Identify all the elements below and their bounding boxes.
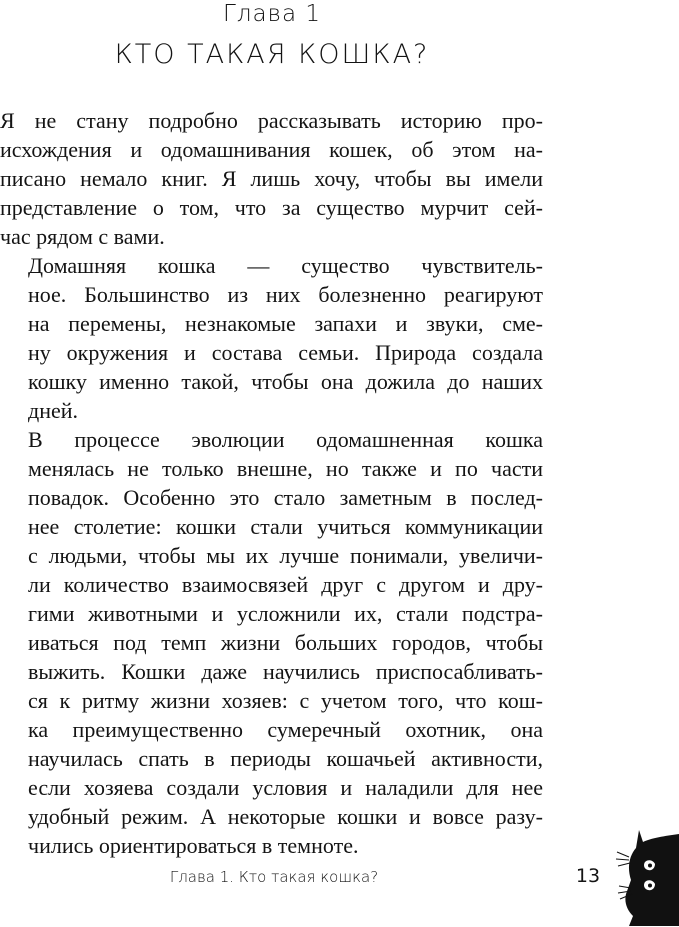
text-line: ное. Большинство из них болезненно реагируют	[28, 282, 543, 307]
text-line: кошку именно такой, чтобы она дожила до наших	[28, 369, 543, 394]
text-line: удобный режим. А некоторые кошки и вовсе разу-	[28, 804, 543, 829]
text-line: нее столетие: кошки стали учиться коммуникации	[28, 514, 543, 539]
text-line: гими животными и усложнили их, стали подстра-	[28, 601, 543, 626]
chapter-title: КТО ТАКАЯ КОШКА?	[114, 39, 430, 70]
text-line: ка преимущественно сумеречный охотник, она	[28, 717, 543, 742]
text-line: В процессе эволюции одомашненная кошка	[28, 427, 543, 452]
text-line: менялась не только внешне, но также и по части	[28, 456, 543, 481]
text-line: представление о том, что за существо мурчит сей-	[0, 195, 543, 220]
text-line: на перемены, незнакомые запахи и звуки, сме-	[28, 311, 543, 336]
text-line: ну окружения и состава семьи. Природа создала	[28, 340, 543, 365]
page-number: 13	[575, 865, 601, 887]
text-line: ли количество взаимосвязей друг с другом и дру-	[28, 572, 543, 597]
text-line: писано немало книг. Я лишь хочу, чтобы вы имели	[0, 166, 543, 191]
footer-running-title: Глава 1. Кто такая кошка?	[169, 868, 379, 886]
paragraph-3	[0, 425, 543, 860]
black-cat-icon	[615, 822, 679, 927]
text-line: ся к ритму жизни хозяев: с учетом того, что кош-	[28, 688, 543, 713]
paragraph-1	[0, 106, 543, 251]
text-line: исхождения и одомашнивания кошек, об этом на-	[0, 137, 543, 162]
text-line: повадок. Особенно это стало заметным в послед-	[28, 485, 543, 510]
text-line: научилась спать в периоды кошачьей активности,	[28, 746, 543, 771]
text-line: иваться под темп жизни больших городов, чтобы	[28, 630, 543, 655]
text-line: Я не стану подробно рассказывать историю про-	[0, 108, 543, 133]
paragraph-2	[0, 251, 543, 425]
text-line: час рядом с вами.	[0, 224, 165, 249]
text-line: Домашняя кошка — существо чувствитель-	[28, 253, 543, 278]
text-line: дней.	[28, 398, 79, 423]
text-line: с людьми, чтобы мы их лучше понимали, увеличи-	[28, 543, 543, 568]
text-line: чились ориентироваться в темноте.	[28, 833, 359, 858]
text-line: выжить. Кошки даже научились приспосабливать-	[28, 659, 543, 684]
chapter-label: Глава 1	[222, 1, 322, 27]
text-line: если хозяева создали условия и наладили для нее	[28, 775, 543, 800]
body-text	[0, 106, 543, 860]
